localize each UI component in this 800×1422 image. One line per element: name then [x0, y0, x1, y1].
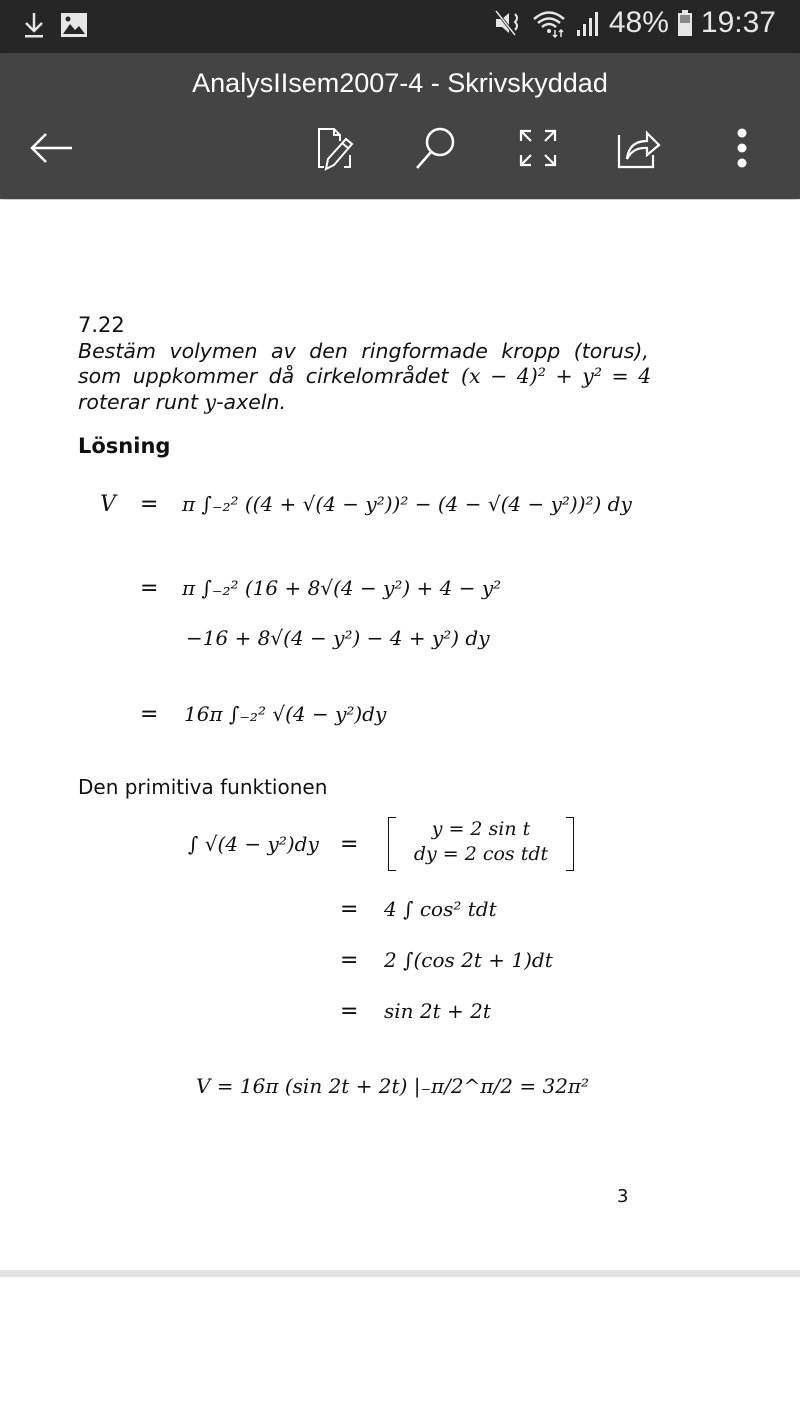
- axis-variable: y: [204, 390, 217, 414]
- problem-text-line3: [78, 390, 286, 414]
- primitive-lhs: ∫ √(4 − y²)dy: [188, 832, 319, 856]
- substitution-line1: y = 2 sin t: [431, 818, 531, 840]
- prim-equals-3: =: [340, 948, 359, 973]
- battery-percent: 48%: [608, 6, 669, 39]
- prim-equals-2: =: [340, 897, 359, 922]
- primitive-heading: Den primitiva funktionen: [78, 775, 328, 799]
- prim-equals-4: =: [340, 999, 359, 1024]
- substitution-line2: dy = 2 cos tdt: [413, 843, 549, 865]
- circle-equation: (x − 4)² + y² = 4: [461, 364, 652, 388]
- document-title: AnalysIIsem2007-4 - Skrivskyddad: [192, 68, 608, 98]
- prim-step4: sin 2t + 2t: [384, 999, 491, 1023]
- page-separator: [0, 1270, 800, 1277]
- problem-text-line1: Bestäm volymen av den ringformade kropp (torus),: [78, 339, 649, 363]
- prim-equals-1: =: [340, 832, 359, 857]
- eq2-equals: =: [140, 576, 159, 601]
- problem-text: som uppkommer då cirkelområdet: [78, 364, 449, 388]
- prim-step3: 2 ∫(cos 2t + 1)dt: [384, 948, 553, 972]
- eq3-rhs: 16π ∫₋₂² √(4 − y²)dy: [184, 702, 387, 726]
- clock: 19:37: [700, 6, 776, 39]
- problem-text-prefix: roterar runt: [78, 390, 199, 414]
- problem-text-suffix: -axeln.: [216, 390, 287, 414]
- solution-heading: Lösning: [78, 434, 171, 458]
- eq1-equals: =: [140, 492, 159, 517]
- eq3-equals: =: [140, 702, 159, 727]
- eq1-lhs: V: [100, 492, 116, 517]
- eq2-rhs-line1: π ∫₋₂² (16 + 8√(4 − y²) + 4 − y²: [182, 576, 502, 600]
- eq1-rhs: π ∫₋₂² ((4 + √(4 − y²))² − (4 − √(4 − y²))²) dy: [182, 492, 632, 516]
- page-number: 3: [617, 1186, 629, 1207]
- final-result: V = 16π (sin 2t + 2t) |₋π/2^π/2 = 32π²: [196, 1074, 590, 1098]
- problem-number: 7.22: [78, 313, 125, 337]
- substitution-bracket: [388, 817, 574, 871]
- problem-text-line2: [78, 364, 651, 388]
- prim-step2: 4 ∫ cos² tdt: [384, 897, 497, 921]
- eq2-rhs-line2: −16 + 8√(4 − y²) − 4 + y²) dy: [186, 626, 490, 650]
